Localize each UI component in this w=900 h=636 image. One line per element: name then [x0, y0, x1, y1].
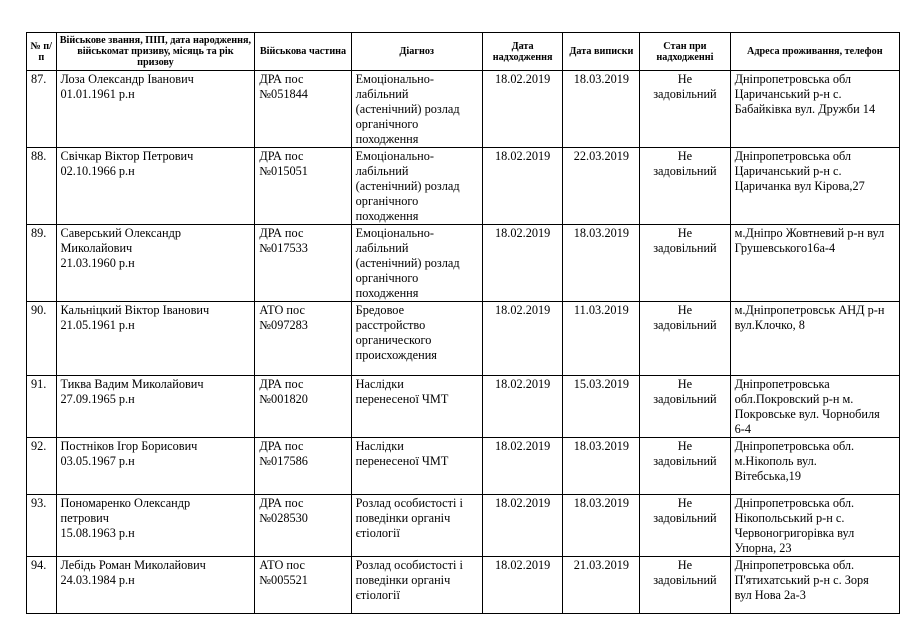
cell-name: Свічкар Віктор Петрович 02.10.1966 р.н: [56, 148, 255, 225]
cell-number: 93.: [27, 495, 57, 557]
cell-admitted: 18.02.2019: [482, 376, 563, 438]
cell-address: Дніпропетровська обл. м.Нікополь вул. Вітебська,19: [730, 438, 899, 495]
cell-name: Лебідь Роман Миколайович 24.03.1984 р.н: [56, 557, 255, 614]
cell-diagnosis: Наслідки перенесеної ЧМТ: [351, 376, 482, 438]
cell-address: Дніпропетровська обл Царичанський р-н с. Царичанка вул Кірова,27: [730, 148, 899, 225]
cell-admitted: 18.02.2019: [482, 302, 563, 376]
cell-address: Дніпропетровська обл. Нікопольський р-н с. Червоногригорівка вул Упорна, 23: [730, 495, 899, 557]
cell-name: Саверський Олександр Миколайович 21.03.1960 р.н: [56, 225, 255, 302]
cell-discharged: 18.03.2019: [563, 438, 640, 495]
table-row: [27, 438, 900, 495]
cell-name: Кальніцкий Віктор Іванович 21.05.1961 р.н: [56, 302, 255, 376]
cell-discharged: 15.03.2019: [563, 376, 640, 438]
cell-name: Тиква Вадим Миколайович 27.09.1965 р.н: [56, 376, 255, 438]
cell-condition: Не задовільний: [640, 557, 730, 614]
header-unit: Військова частина: [255, 33, 351, 71]
cell-condition: Не задовільний: [640, 225, 730, 302]
table-row: [27, 557, 900, 614]
cell-condition: Не задовільний: [640, 302, 730, 376]
cell-number: 94.: [27, 557, 57, 614]
table-row: [27, 302, 900, 376]
cell-condition: Не задовільний: [640, 376, 730, 438]
cell-unit: ДРА пос №017586: [255, 438, 351, 495]
header-discharged: Дата виписки: [563, 33, 640, 71]
cell-condition: Не задовільний: [640, 495, 730, 557]
cell-discharged: 18.03.2019: [563, 71, 640, 148]
cell-diagnosis: Емоціонально- лабільний (астенічний) розлад органічного походження: [351, 148, 482, 225]
cell-number: 88.: [27, 148, 57, 225]
cell-condition: Не задовільний: [640, 438, 730, 495]
cell-diagnosis: Наслідки перенесеної ЧМТ: [351, 438, 482, 495]
cell-address: Дніпропетровська обл.Покровский р-н м. Покровське вул. Чорнобиля 6-4: [730, 376, 899, 438]
cell-unit: ДРА пос №051844: [255, 71, 351, 148]
cell-unit: ДРА пос №028530: [255, 495, 351, 557]
cell-number: 89.: [27, 225, 57, 302]
table-row: [27, 71, 900, 148]
header-number: № п/п: [27, 33, 57, 71]
cell-diagnosis: Розлад особистості і поведінки органіч єтіології: [351, 495, 482, 557]
cell-number: 92.: [27, 438, 57, 495]
header-condition: Стан при надходженні: [640, 33, 730, 71]
table-header-row: [27, 33, 900, 71]
cell-number: 91.: [27, 376, 57, 438]
table-row: [27, 148, 900, 225]
cell-diagnosis: Емоціонально- лабільний (астенічний) розлад органічного походження: [351, 225, 482, 302]
cell-address: Дніпропетровська обл Царичанський р-н с. Бабайківка вул. Дружби 14: [730, 71, 899, 148]
cell-address: м.Дніпро Жовтневий р-н вул Грушевського16а-4: [730, 225, 899, 302]
cell-admitted: 18.02.2019: [482, 148, 563, 225]
cell-diagnosis: Бредовое расстройство органического происхождения: [351, 302, 482, 376]
cell-unit: ДРА пос №015051: [255, 148, 351, 225]
cell-admitted: 18.02.2019: [482, 438, 563, 495]
cell-diagnosis: Розлад особистості і поведінки органіч єтіології: [351, 557, 482, 614]
cell-unit: АТО пос №005521: [255, 557, 351, 614]
cell-admitted: 18.02.2019: [482, 557, 563, 614]
cell-address: м.Дніпропетровськ АНД р-н вул.Клочко, 8: [730, 302, 899, 376]
cell-admitted: 18.02.2019: [482, 71, 563, 148]
header-diagnosis: Діагноз: [351, 33, 482, 71]
cell-discharged: 18.03.2019: [563, 495, 640, 557]
table-row: [27, 225, 900, 302]
cell-admitted: 18.02.2019: [482, 225, 563, 302]
cell-number: 90.: [27, 302, 57, 376]
table-row: [27, 495, 900, 557]
cell-discharged: 21.03.2019: [563, 557, 640, 614]
header-admitted: Дата надходження: [482, 33, 563, 71]
cell-name: Пономаренко Олександр петрович 15.08.1963 р.н: [56, 495, 255, 557]
cell-unit: АТО пос №097283: [255, 302, 351, 376]
cell-admitted: 18.02.2019: [482, 495, 563, 557]
cell-condition: Не задовільний: [640, 71, 730, 148]
header-name: Військове звання, ПІП, дата народження, військомат призиву, місяць та рік призову: [56, 33, 255, 71]
cell-number: 87.: [27, 71, 57, 148]
cell-diagnosis: Емоціонально- лабільний (астенічний) розлад органічного походження: [351, 71, 482, 148]
cell-discharged: 18.03.2019: [563, 225, 640, 302]
table-row: [27, 376, 900, 438]
cell-address: Дніпропетровська обл. П'ятихатський р-н с. Зоря вул Нова 2а-3: [730, 557, 899, 614]
cell-name: Лоза Олександр Іванович 01.01.1961 р.н: [56, 71, 255, 148]
header-address: Адреса проживання, телефон: [730, 33, 899, 71]
patient-registry-table: [26, 32, 900, 614]
cell-discharged: 11.03.2019: [563, 302, 640, 376]
cell-unit: ДРА пос №017533: [255, 225, 351, 302]
cell-name: Постніков Ігор Борисович 03.05.1967 р.н: [56, 438, 255, 495]
cell-condition: Не задовільний: [640, 148, 730, 225]
cell-discharged: 22.03.2019: [563, 148, 640, 225]
cell-unit: ДРА пос №001820: [255, 376, 351, 438]
